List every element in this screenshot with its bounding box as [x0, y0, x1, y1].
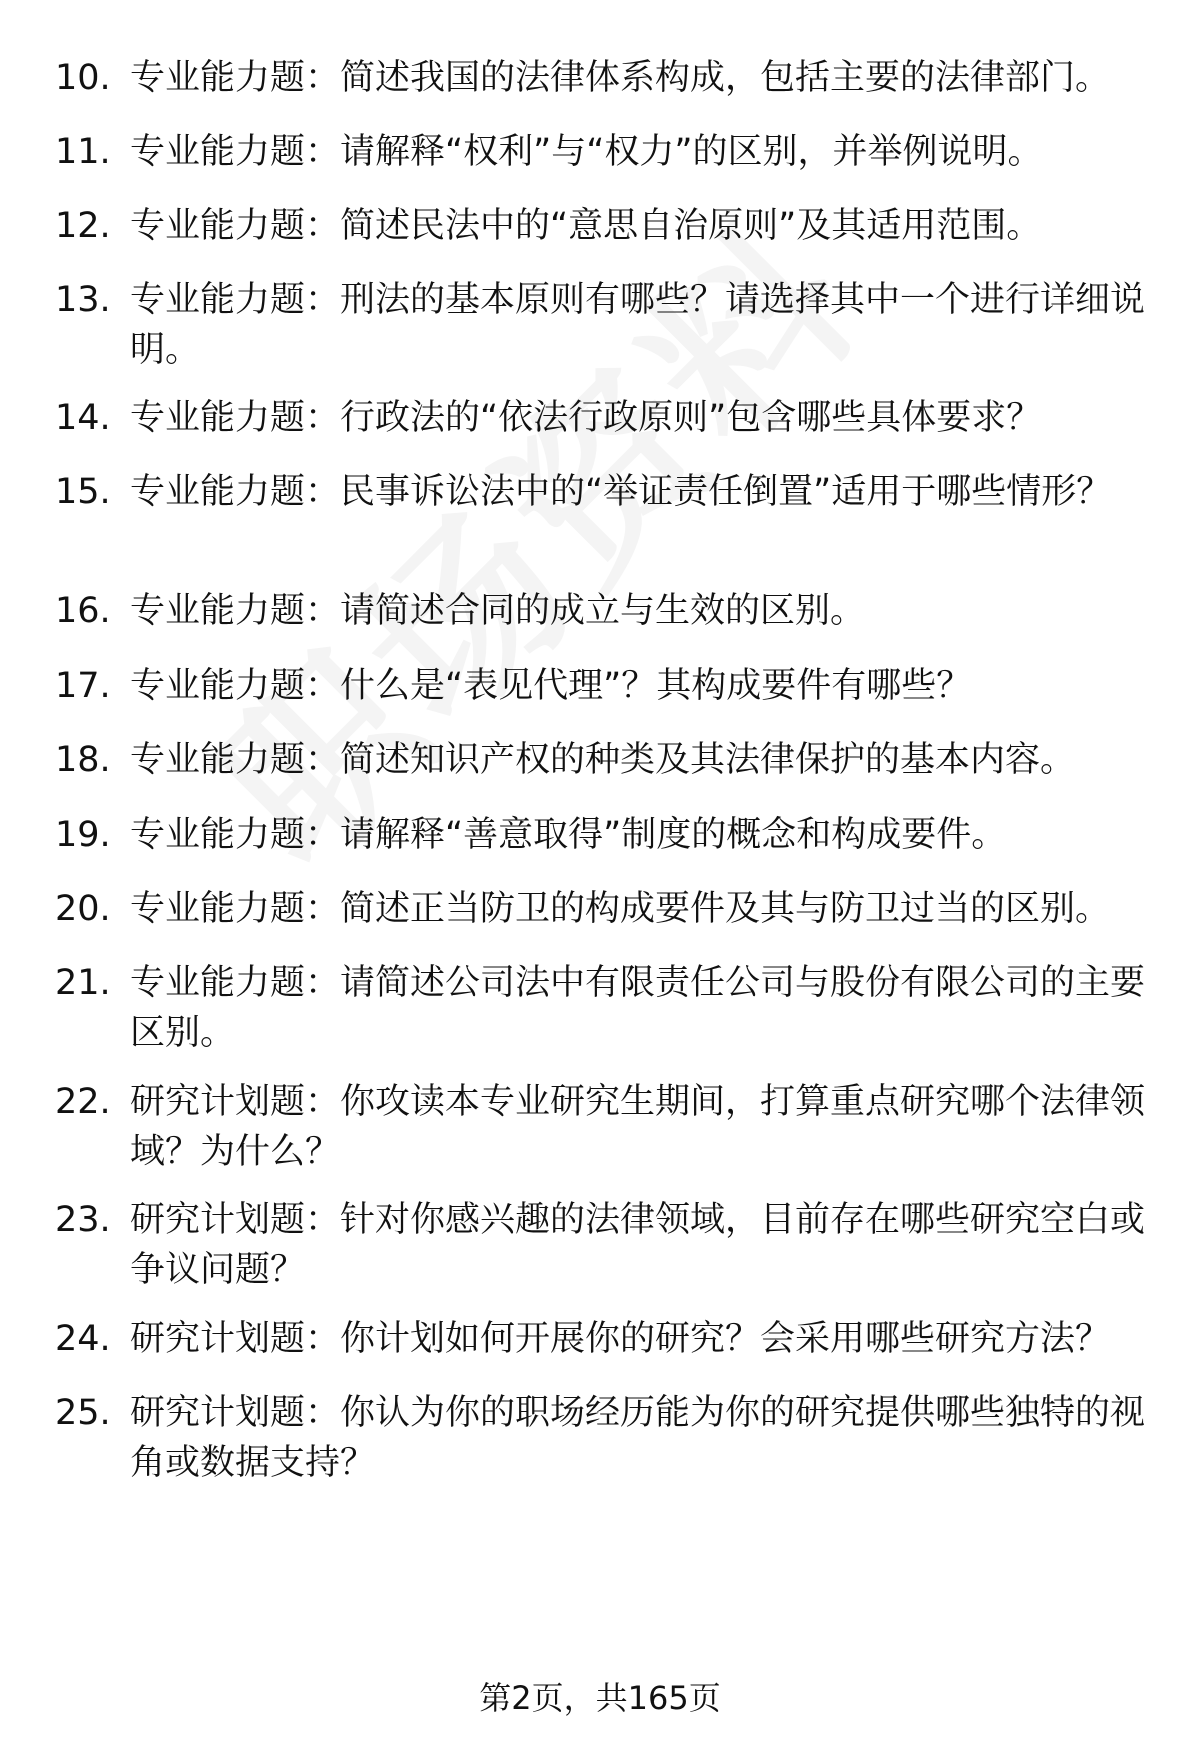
- question-number: 10.: [55, 58, 111, 98]
- question-text: 专业能力题：请简述公司法中有限责任公司与股份有限公司的主要区别。: [130, 963, 1146, 1053]
- question-text: 专业能力题：请解释“善意取得”制度的概念和构成要件。: [130, 815, 1007, 855]
- watermark: [150, 154, 909, 913]
- question-number: 15.: [55, 472, 111, 512]
- question-item: [55, 810, 1145, 860]
- question-number: 13.: [55, 280, 111, 320]
- question-number: 24.: [55, 1319, 111, 1359]
- question-text: 专业能力题：行政法的“依法行政原则”包含哪些具体要求？: [130, 398, 1042, 438]
- page-footer: 第2页，共165页: [479, 1679, 721, 1717]
- question-text: 专业能力题：民事诉讼法中的“举证责任倒置”适用于哪些情形？: [130, 472, 1112, 512]
- question-number: 25.: [55, 1393, 111, 1433]
- question-item: [55, 467, 1145, 517]
- question-item: [55, 661, 1145, 711]
- question-text: 专业能力题：简述我国的法律体系构成，包括主要的法律部门。: [130, 58, 1111, 98]
- question-text: 专业能力题：刑法的基本原则有哪些？请选择其中一个进行详细说明。: [130, 280, 1146, 370]
- question-number: 22.: [55, 1082, 111, 1122]
- question-item: [55, 586, 1145, 636]
- question-item: [55, 1195, 1145, 1295]
- question-text: 专业能力题：什么是“表见代理”？其构成要件有哪些？: [130, 666, 972, 706]
- question-number: 11.: [55, 132, 111, 172]
- question-item: [55, 884, 1145, 934]
- question-item: [55, 275, 1145, 375]
- question-number: 14.: [55, 398, 111, 438]
- question-number: 19.: [55, 815, 111, 855]
- question-text: 研究计划题：你攻读本专业研究生期间，打算重点研究哪个法律领域？为什么？: [130, 1082, 1146, 1172]
- question-item: [55, 1314, 1145, 1364]
- question-text: 专业能力题：请解释“权利”与“权力”的区别，并举例说明。: [130, 132, 1043, 172]
- question-item: [55, 735, 1145, 785]
- question-number: 12.: [55, 206, 111, 246]
- question-text: 研究计划题：你计划如何开展你的研究？会采用哪些研究方法？: [130, 1319, 1111, 1359]
- question-number: 17.: [55, 666, 111, 706]
- question-text: 专业能力题：简述知识产权的种类及其法律保护的基本内容。: [130, 740, 1076, 780]
- question-item: [55, 201, 1145, 251]
- question-text: 专业能力题：请简述合同的成立与生效的区别。: [130, 591, 866, 631]
- question-number: 21.: [55, 963, 111, 1003]
- question-item: [55, 393, 1145, 443]
- question-number: 23.: [55, 1200, 111, 1240]
- question-number: 18.: [55, 740, 111, 780]
- question-item: [55, 958, 1145, 1058]
- question-number: 16.: [55, 591, 111, 631]
- question-text: 专业能力题：简述正当防卫的构成要件及其与防卫过当的区别。: [130, 889, 1111, 929]
- question-text: 研究计划题：你认为你的职场经历能为你的研究提供哪些独特的视角或数据支持？: [130, 1393, 1146, 1483]
- question-item: [55, 127, 1145, 177]
- question-item: [55, 1388, 1145, 1488]
- question-number: 20.: [55, 889, 111, 929]
- question-item: [55, 1077, 1145, 1177]
- question-text: 专业能力题：简述民法中的“意思自治原则”及其适用范围。: [130, 206, 1042, 246]
- question-item: [55, 53, 1145, 103]
- question-text: 研究计划题：针对你感兴趣的法律领域，目前存在哪些研究空白或争议问题？: [130, 1200, 1146, 1290]
